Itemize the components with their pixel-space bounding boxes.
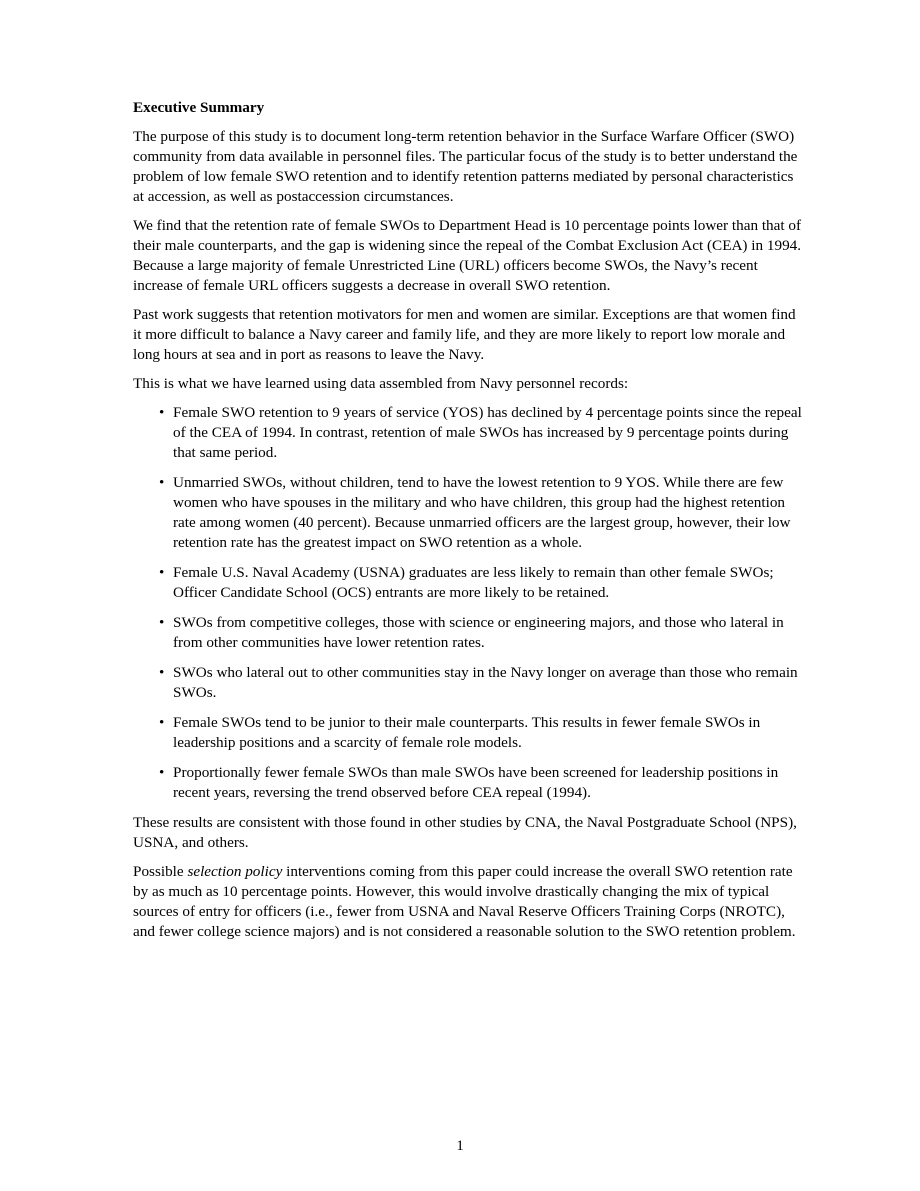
selection-policy-text-start: Possible [133,863,188,880]
section-heading: Executive Summary [133,99,265,116]
bullet-marker: • [159,474,165,491]
selection-policy-text-end: interventions coming from this paper could increase the overall SWO retention rate by as much as 10 percentage points. However, this would involve drastically changing the mix of typical sources of entry for officers (i.e., fewer from USNA and Naval Reserve Officers Training Corps (NROTC), and fewer college science majors) and is not considered a reasonable solution to the SWO retention problem. [133,863,796,940]
bullet-marker: • [159,404,165,421]
list-item [133,713,805,753]
page-number: 1 [456,1137,464,1154]
paragraph-findings-intro: This is what we have learned using data assembled from Navy personnel records: [133,375,629,392]
bullet-marker: • [159,614,165,631]
list-item [133,613,805,653]
findings-list [133,403,805,803]
list-item [133,663,805,703]
bullet-marker: • [159,764,165,781]
list-item [133,563,805,603]
paragraph-selection-policy [133,862,805,942]
paragraph-purpose: The purpose of this study is to document long-term retention behavior in the Surface Warfare Officer (SWO) community from data available in personnel files. The particular focus of the study is to better understand the problem of low female SWO retention and to identify retention patterns mediated by personal characteristics at accession, as well as postaccession circumstances. [133,128,798,205]
paragraph-retention-gap: We find that the retention rate of female SWOs to Department Head is 10 percentage points lower than that of their male counterparts, and the gap is widening since the repeal of the Combat Exclusion Act (CEA) in 1994. Because a large majority of female Unrestricted Line (URL) officers become SWOs, the Navy’s recent increase of female URL officers suggests a decrease in overall SWO retention. [133,217,802,294]
paragraph-consistency: These results are consistent with those found in other studies by CNA, the Naval Postgraduate School (NPS), USNA, and others. [133,814,797,851]
paragraph-past-work: Past work suggests that retention motivators for men and women are similar. Exceptions are that women find it more difficult to balance a Navy career and family life, and they are more likely to report low morale and long hours at sea and in port as reasons to leave the Navy. [133,306,796,363]
list-item [133,403,805,463]
list-item [133,473,805,553]
list-item-text: Female SWOs tend to be junior to their male counterparts. This results in fewer female SWOs in leadership positions and a scarcity of female role models. [173,714,761,751]
bullet-marker: • [159,714,165,731]
list-item-text: Unmarried SWOs, without children, tend to have the lowest retention to 9 YOS. While there are few women who have spouses in the military and who have children, this group had the highest retention rate among women (40 percent). Because unmarried officers are the largest group, however, their low retention rate has the greatest impact on SWO retention as a whole. [173,474,791,551]
list-item-text: SWOs from competitive colleges, those with science or engineering majors, and those who lateral in from other communities have lower retention rates. [173,614,784,651]
page-content [133,98,805,951]
list-item-text: Female SWO retention to 9 years of service (YOS) has declined by 4 percentage points since the repeal of the CEA of 1994. In contrast, retention of male SWOs has increased by 9 percentage points during that same period. [173,404,802,461]
list-item [133,763,805,803]
list-item-text: Female U.S. Naval Academy (USNA) graduates are less likely to remain than other female SWOs; Officer Candidate School (OCS) entrants are more likely to be retained. [173,564,774,601]
list-item-text: Proportionally fewer female SWOs than male SWOs have been screened for leadership positions in recent years, reversing the trend observed before CEA repeal (1994). [173,764,779,801]
bullet-marker: • [159,664,165,681]
bullet-marker: • [159,564,165,581]
selection-policy-emphasis: selection policy [187,863,283,880]
list-item-text: SWOs who lateral out to other communities stay in the Navy longer on average than those who remain SWOs. [173,664,798,701]
